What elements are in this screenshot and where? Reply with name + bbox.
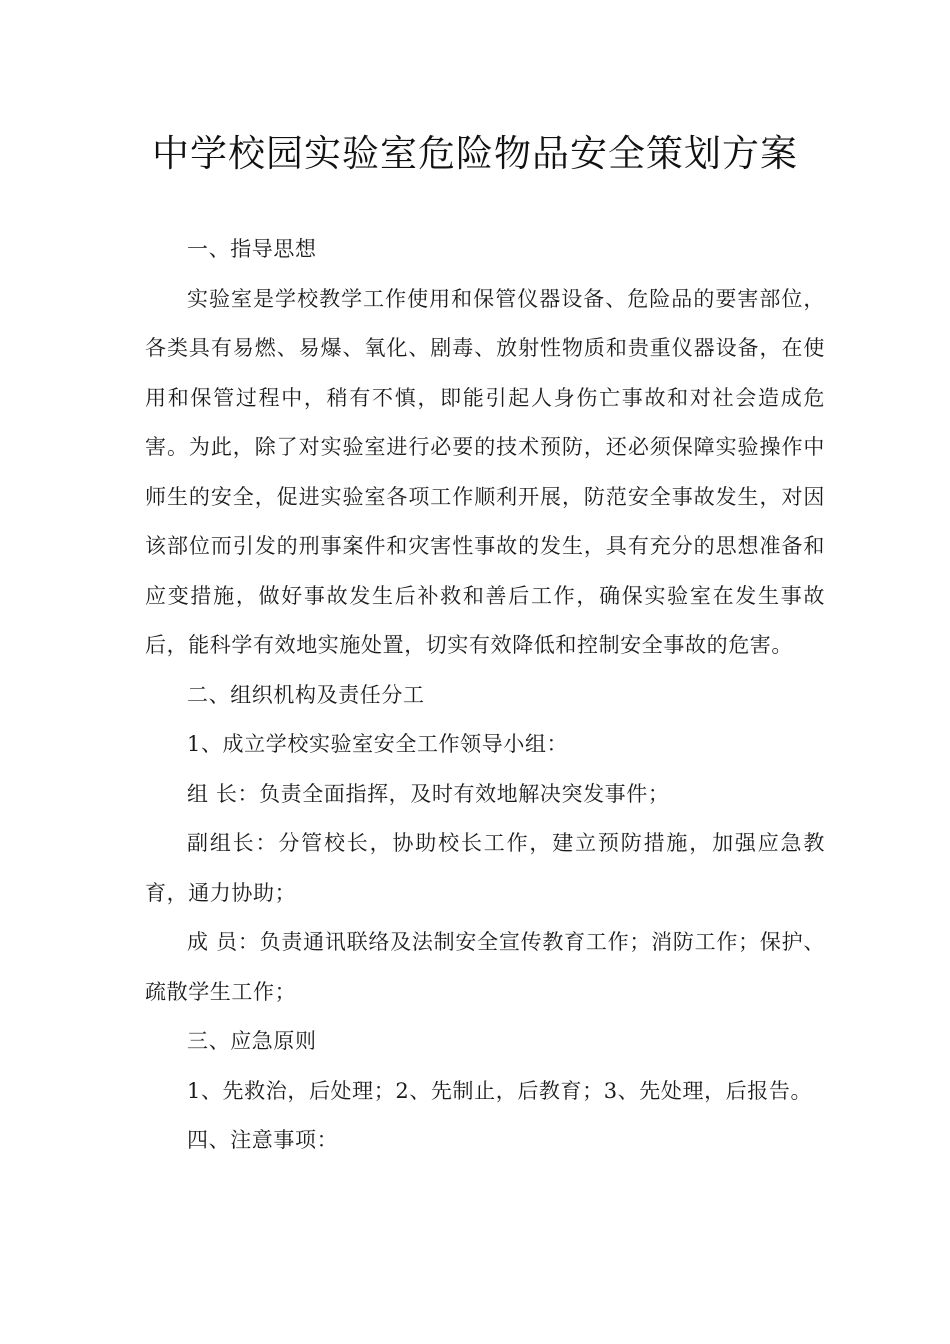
section-heading-guiding-ideology: 一、指导思想 [187, 237, 317, 261]
paragraph-group-leader: 组 长：负责全面指挥，及时有效地解决突发事件； [187, 781, 670, 806]
paragraph-guiding-ideology: 实验室是学校教学工作使用和保管仪器设备、危险品的要害部位，各类具有易燃、易爆、氧化、剧毒、放射性物质和贵重仪器设备，在使用和保管过程中，稍有不慎，即能引起人身伤亡事故和对社会造成危害。为此，除了对实验室进行必要的技术预防，还必须保障实验操作中师生的安全，促进实验室各项工作顺利开展，防范安全事故发生，对因该部位而引发的刑事案件和灾害性事故的发生，具有充分的思想准备和应变措施，做好事故发生后补救和善后工作，确保实验室在发生事故后，能科学有效地实施处置，切实有效降低和控制安全事故的危害。 [145, 286, 825, 657]
document-title: 中学校园实验室危险物品安全策划方案 [152, 132, 798, 175]
paragraph-leadership-group: 1、成立学校实验室安全工作领导小组： [187, 732, 569, 756]
paragraph-emergency-principles: 1、先救治，后处理；2、先制止，后教育；3、先处理，后报告。 [187, 1078, 813, 1103]
section-heading-organization: 二、组织机构及责任分工 [187, 682, 425, 707]
section-heading-emergency-principles: 三、应急原则 [187, 1029, 317, 1053]
paragraph-members: 成 员：负责通讯联络及法制安全宣传教育工作；消防工作；保护、疏散学生工作； [145, 930, 825, 1004]
section-heading-precautions: 四、注意事项： [187, 1128, 339, 1152]
document-body [145, 225, 825, 1166]
paragraph-deputy-leader: 副组长：分管校长，协助校长工作，建立预防措施，加强应急教育，通力协助； [145, 831, 825, 905]
